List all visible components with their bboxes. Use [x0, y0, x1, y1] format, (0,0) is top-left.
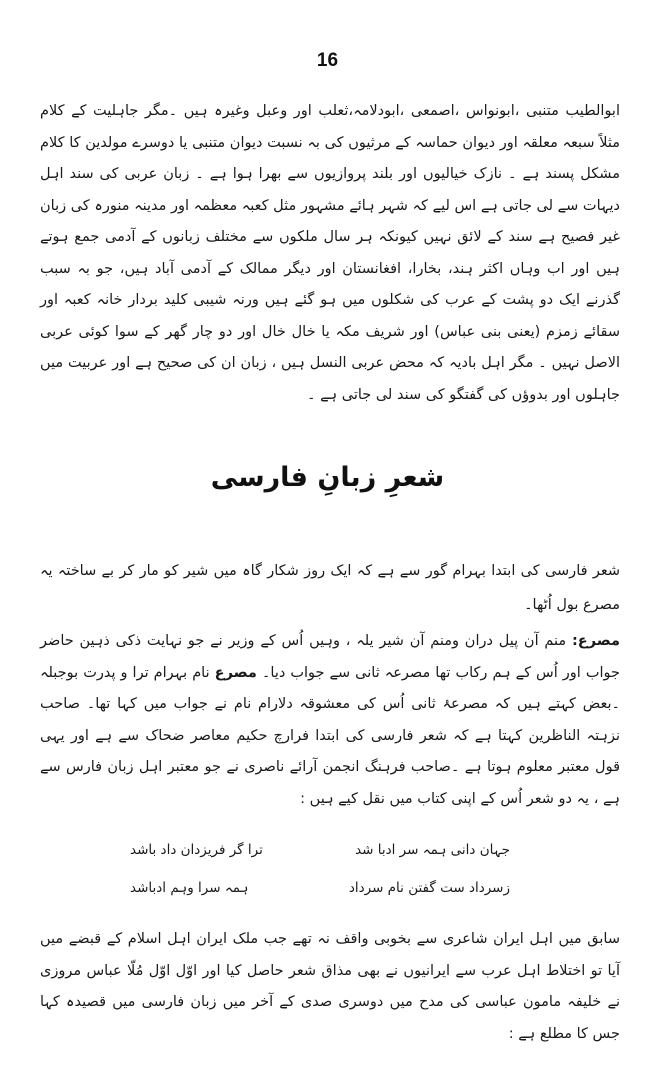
misra-label: مصرع: — [572, 633, 620, 649]
intro-paragraph: ابوالطیب متنبی ،ابونواس ،اصمعی ،ابودلامہ،ثعلب اور وعبل وغیرہ ہیں ۔مگر جاہلیت کے کلام مثلاً سبعہ معلقہ اور دیوان حماسہ کے مرثیوں کی بہ نسبت دیوان متنبی یا دوسرے مولدین کا کلام مشکل پسند ہے ۔ نازک خیالیوں اور بلند پروازیوں سے بھرا ہوا ہے ۔ زبان عربی کی سند اہل دیہات سے لی جاتی ہے اس لیے کہ شہر ہائے مشہور مثل کعبہ معظمہ اور مدینہ منورہ کی زبان غیر فصیح ہے سند کے لائق نہیں کیونکہ ہر سال ملکوں سے مختلف زبانوں کے آدمی جمع ہوتے ہیں اور اب وہاں اکثر ہند، بخارا، افغانستان اور دیگر ممالک کے آدمی آباد ہیں، جو بہ سبب گذرنے ایک دو پشت کے عرب کی شکلوں میں ہو گئے ہیں ورنہ شیبی کلید بردار خانہ کعبہ اور سقائے زمزم (یعنی بنی عباس) اور شریف مکہ یا خال خال اور دو چار گھر کے سوا کوئی عربی الاصل نہیں ۔ مگر اہل بادیہ کہ محض عربی النسل ہیں ، زبان ان کی صحیح ہے اور عربیت میں جاہلوں اور بدوؤں کی گفتگو کی سند لی جاتی ہے ۔ — [40, 103, 620, 403]
couplet-1-second-hemistich: ترا گر فریزدان داد باشد — [130, 842, 263, 858]
page-number: 16 — [316, 50, 339, 71]
couplet-2-second-hemistich: ہمہ سرا وہم ادباشد — [130, 880, 249, 896]
misra-text-2: نام بہرام ترا و پدرت بوجبلہ ۔بعض کہتے ہیں کہ مصرعۂ ثانی اُس کی معشوقہ دلارام نام نے جواب میں کہا تھا۔ صاحب نزہتہ الناظرین کہتا ہے کہ شعر فارسی کی ابتدا فرارچ حکیم معاصر ضحاک سے ہے اور یہی قول معتبر معلوم ہوتا ہے ۔صاحب فرہنگ انجمن آرائے ناصری نے جو معتبر اہل زبان فارس سے ہے ، یہ دو شعر اُس کے اپنی کتاب میں نقل کیے ہیں : — [40, 664, 620, 807]
section-opening-paragraph: شعر فارسی کی ابتدا بہرام گور سے ہے کہ ایک روز شکار گاہ میں شیر کو مار کر بے ساختہ یہ مصرع بول اُٹھا۔ — [40, 563, 620, 613]
couplet-1-first-hemistich: جہان دانی ہمہ سر ادبا شد — [355, 842, 510, 858]
misra-paragraph — [40, 626, 620, 815]
couplet-1 — [130, 842, 510, 858]
misra-label-2: مصرع — [214, 664, 257, 681]
closing-paragraph: سابق میں اہل ایران شاعری سے بخوبی واقف نہ تھے جب ملک ایران اہل اسلام کے قبضے میں آیا تو اختلاط اہل عرب سے ایرانیوں نے بھی مذاق شعر حاصل کیا اور اوّل اوّل مُلّا عباس مروزی نے خلیفہ مامون عباسی کی مدح میں دوسری صدی کے آخر میں زبان فارسی میں قصیدہ کہا جس کا مطلع ہے : — [40, 931, 620, 1042]
section-heading: شعرِ زبانِ فارسی — [210, 462, 445, 493]
misra-text: منم آن پیل دران ومنم آن شیر یلہ ، وہیں اُس کے وزیر نے جو نہایت ذکی ذہین حاضر جواب اور اُس کے ہم رکاب تھا مصرعہ ثانی سے جواب دیا۔ — [40, 633, 621, 681]
couplet-2 — [130, 880, 510, 896]
couplet-2-first-hemistich: زسرداد ست گفتن نام سرداد — [348, 880, 510, 896]
